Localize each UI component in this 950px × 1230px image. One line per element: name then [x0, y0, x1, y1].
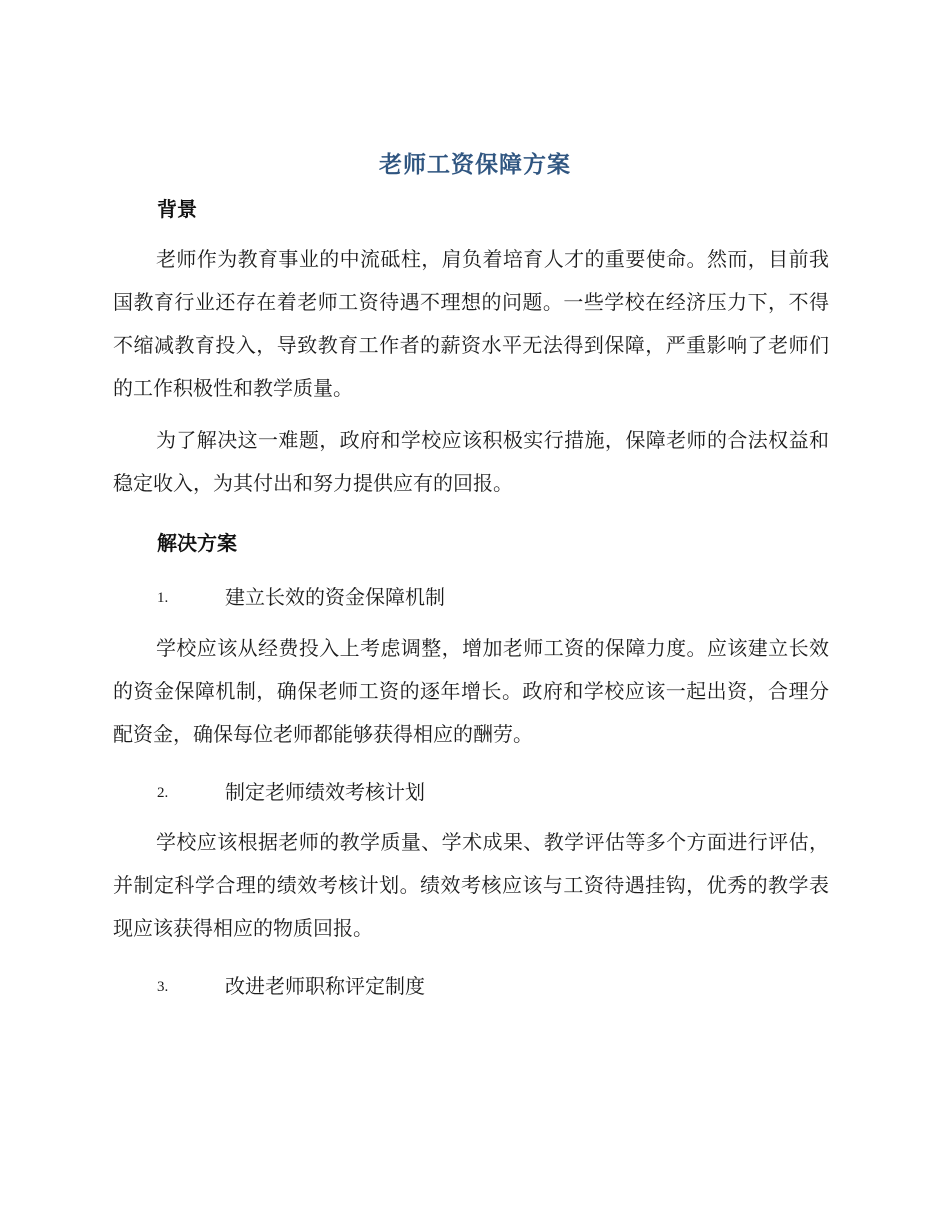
document-title: 老师工资保障方案 [379, 152, 571, 178]
list-item-2 [157, 776, 425, 805]
solution-paragraph-1: 学校应该从经费投入上考虑调整，增加老师工资的保障力度。应该建立长效的资金保障机制，确保老师工资的逐年增长。政府和学校应该一起出资，合理分配资金，确保每位老师都能够获得相应的酬劳。 [113, 636, 829, 746]
solution-paragraph-2: 学校应该根据老师的教学质量、学术成果、教学评估等多个方面进行评估，并制定科学合理的绩效考核计划。绩效考核应该与工资待遇挂钩，优秀的教学表现应该获得相应的物质回报。 [113, 830, 829, 940]
background-paragraph-1: 老师作为教育事业的中流砥柱，肩负着培育人才的重要使命。然而，目前我国教育行业还存在着老师工资待遇不理想的问题。一些学校在经济压力下，不得不缩减教育投入，导致教育工作者的薪资水平无法得到保障，严重影响了老师们的工作积极性和教学质量。 [113, 247, 829, 400]
section-heading-background: 背景 [157, 197, 197, 221]
list-item-number: 3. [157, 979, 169, 995]
list-item-title: 改进老师职称评定制度 [225, 974, 425, 998]
list-item-1 [157, 581, 445, 610]
section-heading-solutions: 解决方案 [157, 531, 237, 555]
list-item-number: 2. [157, 785, 169, 801]
list-item-title: 制定老师绩效考核计划 [225, 780, 425, 804]
background-paragraph-2: 为了解决这一难题，政府和学校应该积极实行措施，保障老师的合法权益和稳定收入，为其付出和努力提供应有的回报。 [113, 428, 829, 495]
list-item-title: 建立长效的资金保障机制 [225, 585, 445, 609]
list-item-number: 1. [157, 590, 169, 606]
list-item-3 [157, 970, 425, 999]
